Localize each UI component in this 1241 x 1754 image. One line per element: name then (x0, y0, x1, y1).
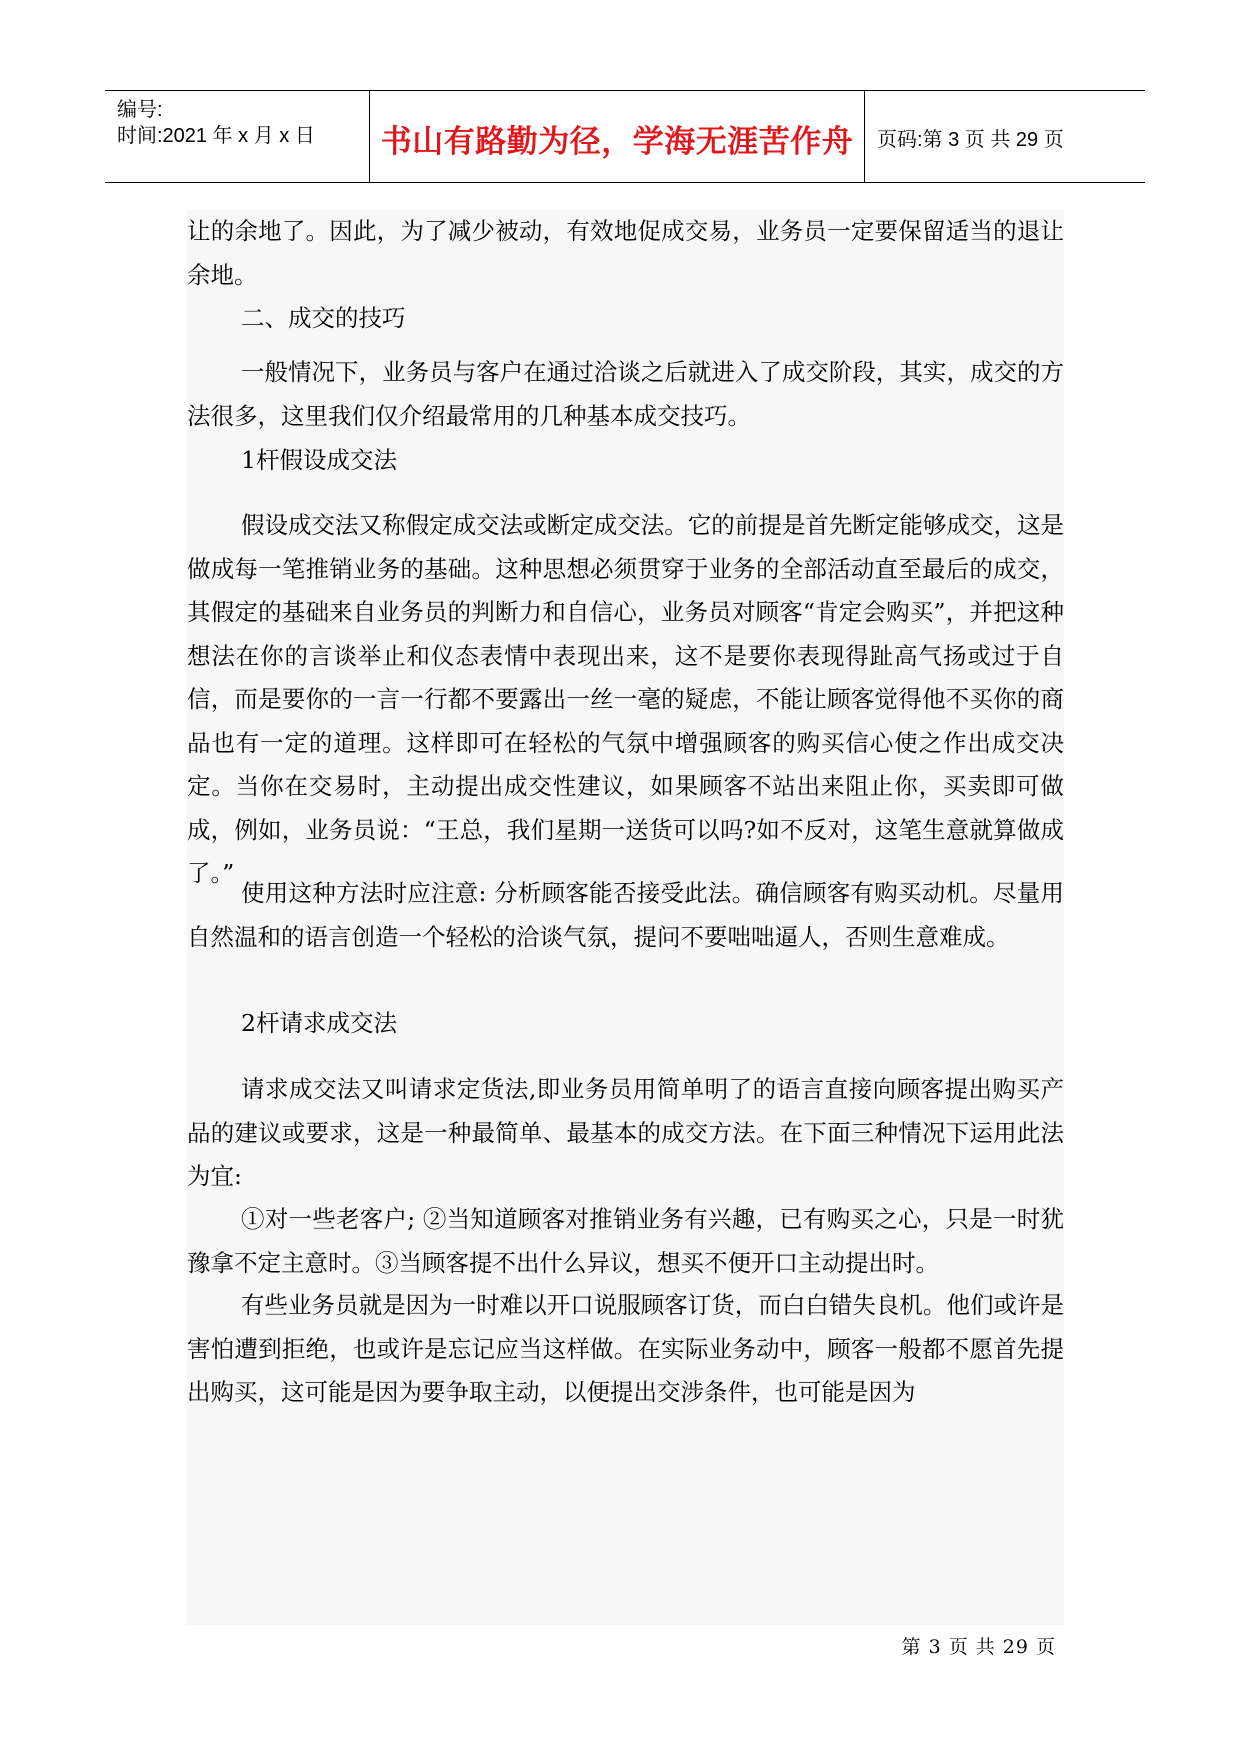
paragraph: 有些业务员就是因为一时难以开口说服顾客订货，而白白错失良机。他们或许是害怕遭到拒绝，也或许是忘记应当这样做。在实际业务动中，顾客一般都不愿首先提出购买，这可能是因为要争取主动，以便提出交涉条件，也可能是因为 (187, 1291, 1064, 1406)
header-page-info: 页码:第 3 页 共 29 页 (877, 129, 1064, 151)
document-body (187, 210, 1064, 1625)
paragraph: 一般情况下，业务员与客户在通过洽谈之后就进入了成交阶段，其实，成交的方法很多，这里我们仅介绍最常用的几种基本成交技巧。 (187, 358, 1064, 430)
page-header (105, 90, 1145, 183)
paragraph: 假设成交法又称假定成交法或断定成交法。它的前提是首先断定能够成交，这是做成每一笔推销业务的基础。这种思想必须贯穿于业务的全部活动直至最后的成交，其假定的基础来自业务员的判断力和自信心，业务员对顾客“肯定会购买”，并把这种想法在你的言谈举止和仪态表情中表现出来，这不是要你表现得趾高气扬或过于自信，而是要你的一言一行都不要露出一丝一毫的疑虑，不能让顾客觉得他不买你的商品也有一定的道理。这样即可在轻松的气氛中增强顾客的购买信心使之作出成交决定。当你在交易时，主动提出成交性建议，如果顾客不站出来阻止你，买卖即可做成，例如，业务员说：“王总，我们星期一送货可以吗?如不反对，这笔生意就算做成了。” (187, 511, 1064, 887)
paragraph: ①对一些老客户; ②当知道顾客对推销业务有兴趣，已有购买之心，只是一时犹豫拿不定主意时。③当顾客提不出什么异议，想买不便开口主动提出时。 (187, 1205, 1064, 1277)
paragraph: 让的余地了。因此，为了减少被动，有效地促成交易，业务员一定要保留适当的退让余地。 (187, 217, 1064, 289)
header-meta-cell (105, 91, 370, 182)
paragraph: 请求成交法又叫请求定货法,即业务员用简单明了的语言直接向顾客提出购买产品的建议或要求，这是一种最简单、最基本的成交方法。在下面三种情况下运用此法为宜: (187, 1075, 1064, 1190)
subsection-heading: 1杆假设成交法 (241, 446, 397, 474)
subsection-heading: 2杆请求成交法 (241, 1009, 397, 1037)
page-footer: 第 3 页 共 29 页 (901, 1636, 1056, 1658)
header-page-cell (865, 91, 1145, 182)
section-heading: 二、成交的技巧 (241, 304, 406, 332)
paragraph: 使用这种方法时应注意: 分析顾客能否接受此法。确信顾客有购买动机。尽量用自然温和的语言创造一个轻松的洽谈气氛，提问不要咄咄逼人，否则生意难成。 (187, 879, 1064, 951)
header-motto-cell (370, 91, 865, 182)
motto: 书山有路勤为径，学海无涯苦作舟 (380, 124, 854, 160)
serial-label: 编号: (117, 99, 163, 121)
date-label: 时间:2021 年 x 月 x 日 (117, 125, 315, 147)
